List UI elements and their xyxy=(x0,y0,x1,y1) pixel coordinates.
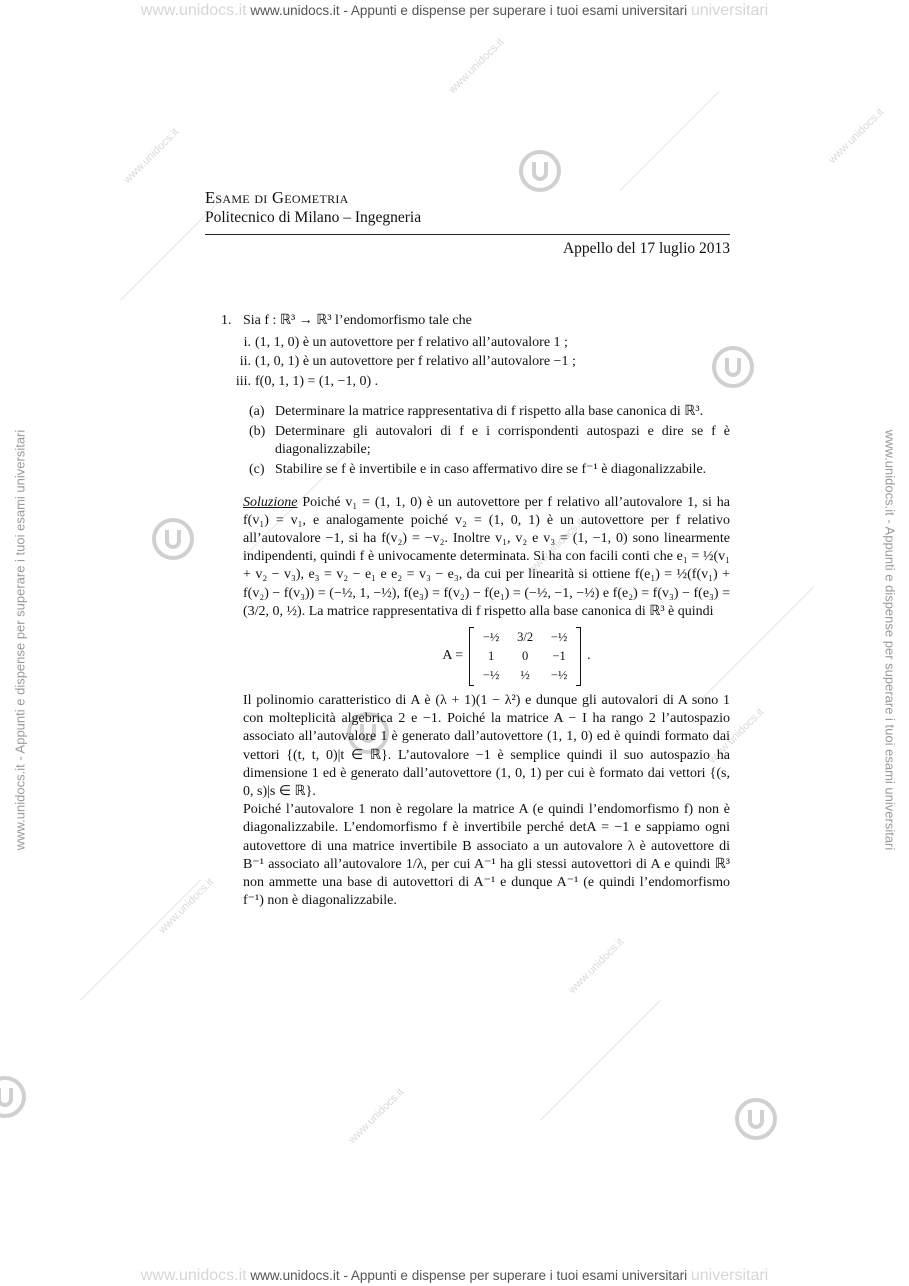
matrix-cell: 3/2 xyxy=(517,630,534,645)
watermark-diagonal-text: www.unidocs.it xyxy=(446,36,507,96)
eigen-analysis: Il polinomio caratteristico di A è (λ + 1)(1 − λ²) e dunque gli autovalori di A sono 1 con molteplicità algebrica 2 e −1. Poiché la matrice A − I ha rango 2 l’autospazio associato all’autovalore 1 è generato dall’autovettore (1, 1, 0) ed è quindi formato dai vettori {(t, t, 0)|t ∈ ℝ}. L’autovalore −1 è semplice quindi il suo autospazio ha dimensione 1 ed è generato dall’autovettore (1, 0, 1) per cui è formato dai vettori {(s, 0, s)|s ∈ ℝ}. xyxy=(243,693,730,800)
exam-header xyxy=(205,188,730,258)
solution-label: Soluzione xyxy=(243,494,298,510)
matrix-cell: −½ xyxy=(550,668,568,683)
watermark-diagonal-text: www.unidocs.it xyxy=(826,106,887,166)
condition-text: (1, 0, 1) è un autovettore per f relativo all’autovalore −1 ; xyxy=(255,354,576,370)
condition-item xyxy=(243,334,730,352)
watermark-ghost-text: www.unidocs.it xyxy=(140,1267,247,1284)
matrix-cell: −½ xyxy=(550,630,568,645)
problem-number: 1. xyxy=(221,313,232,328)
exam-body xyxy=(221,312,730,910)
task-item xyxy=(243,461,730,479)
matrix-cell: −½ xyxy=(482,668,500,683)
condition-label: ii. xyxy=(239,354,251,370)
task-label: (b) xyxy=(249,424,266,440)
header-rule xyxy=(205,234,730,235)
matrix-cell: ½ xyxy=(520,668,530,683)
watermark-line xyxy=(540,1000,661,1121)
watermark-footer xyxy=(0,1267,909,1285)
task-item xyxy=(243,403,730,421)
watermark-line xyxy=(80,880,201,1001)
matrix-equation xyxy=(303,627,730,686)
watermark-side-left: www.unidocs.it - Appunti e dispense per superare i tuoi esami universitari xyxy=(12,429,28,851)
watermark-line xyxy=(620,91,720,191)
problem-intro-text: Sia f : ℝ³ → ℝ³ l’endomorfismo tale che xyxy=(243,313,472,328)
condition-text: (1, 1, 0) è un autovettore per f relativo all’autovalore 1 ; xyxy=(255,335,568,351)
task-label: (c) xyxy=(249,462,265,478)
watermark-logo-icon xyxy=(0,1074,28,1120)
matrix-cell: −½ xyxy=(482,630,500,645)
watermark-ghost-tail: universitari xyxy=(690,1267,769,1284)
exam-subtitle: Politecnico di Milano – Ingegneria xyxy=(205,209,422,226)
exam-date: Appello del 17 luglio 2013 xyxy=(562,240,730,257)
matrix-a xyxy=(469,627,581,686)
matrix-period: . xyxy=(587,648,591,664)
condition-label: i. xyxy=(243,335,251,351)
task-text: Stabilire se f è invertibile e in caso affermativo dire se f⁻¹ è diagonalizzabile. xyxy=(275,462,707,478)
solution-text: Poiché v₁ = (1, 1, 0) è un autovettore per f relativo all’autovalore 1, si ha f(v₁) = v₁, e analogamente poiché v₂ = (1, 0, 1) è un autovettore per f relativo all’autovalore −1, si ha f(v₂) = −v₂. Inoltre v₁, v₂ e v₃ = (1, −1, 0) sono linearmente indipendenti, quindi f è univocamente determinata. Si ha con facili conti che e₁ = ½(v₁ + v₂ − v₃), e₃ = v₂ − e₁ e e₂ = v₃ − e₃, da cui per linearità si ottiene f(e₁) = ½(f(v₁) + f(v₂) − f(v₃)) = (−½, 1, −½), f(e₃) = f(v₂) − f(e₁) = (−½, −1, −½) e f(e₂) = f(v₃) − f(e₃) = (3/2, 0, ½). La matrice rappresentativa di f rispetto alla base canonica di ℝ³ è quindi xyxy=(243,494,730,619)
task-label: (a) xyxy=(249,403,265,419)
matrix-cell: −1 xyxy=(552,649,566,664)
matrix-cell: 0 xyxy=(521,649,529,664)
watermark-logo-icon xyxy=(150,516,196,562)
condition-item xyxy=(235,373,730,391)
watermark-logo-icon xyxy=(733,1096,779,1142)
watermark-ghost-text: www.unidocs.it xyxy=(140,2,247,19)
watermark-diagonal-text: www.unidocs.it xyxy=(706,706,767,766)
task-text: Determinare la matrice rappresentativa di f rispetto alla base canonica di ℝ³. xyxy=(275,403,704,419)
watermark-diagonal-text: www.unidocs.it xyxy=(121,126,182,186)
watermark-diagonal-text: www.unidocs.it xyxy=(566,936,627,996)
problem-intro xyxy=(221,312,730,330)
tasks-list xyxy=(243,403,730,480)
watermark-diagonal-text: www.unidocs.it xyxy=(526,516,587,576)
task-text: Determinare gli autovalori di f e i corrispondenti autospazi e dire se f è diagonalizzabile; xyxy=(275,424,730,458)
matrix-lhs: A = xyxy=(442,648,464,664)
watermark-ghost-tail: universitari xyxy=(690,2,769,19)
condition-item xyxy=(239,353,730,371)
watermark-side-right: www.unidocs.it - Appunti e dispense per superare i tuoi esami universitari xyxy=(882,429,898,851)
conditions-list xyxy=(235,334,730,391)
condition-text: f(0, 1, 1) = (1, −1, 0) . xyxy=(255,373,379,389)
condition-label: iii. xyxy=(235,373,251,389)
watermark-diagonal-text: www.unidocs.it xyxy=(346,1086,407,1146)
watermark-diagonal-text: www.unidocs.it xyxy=(156,876,217,936)
matrix-cell: 1 xyxy=(487,649,495,664)
watermark-footer-text: www.unidocs.it - Appunti e dispense per superare i tuoi esami universitari xyxy=(250,1268,688,1283)
watermark-header xyxy=(0,2,909,20)
watermark-header-text: www.unidocs.it - Appunti e dispense per superare i tuoi esami universitari xyxy=(250,3,688,18)
exam-title: Esame di Geometria xyxy=(205,188,349,207)
solution-paragraph xyxy=(243,494,730,621)
conclusion: Poiché l’autovalore 1 non è regolare la matrice A (e quindi l’endomorfismo f) non è diagonalizzabile. L’endomorfismo f è invertibile perché detA = −1 e sappiamo ogni autovettore di una matrice invertibile B associato a un autovalore λ è autovettore di B⁻¹ associato all’autovalore 1/λ, per cui A⁻¹ ha gli stessi autovettori di A e quindi ℝ³ non ammette una base di autovettori di A⁻¹ e dunque A⁻¹ (e quindi l’endomorfismo f⁻¹) non è diagonalizzabile. xyxy=(243,802,730,909)
task-item xyxy=(243,423,730,459)
